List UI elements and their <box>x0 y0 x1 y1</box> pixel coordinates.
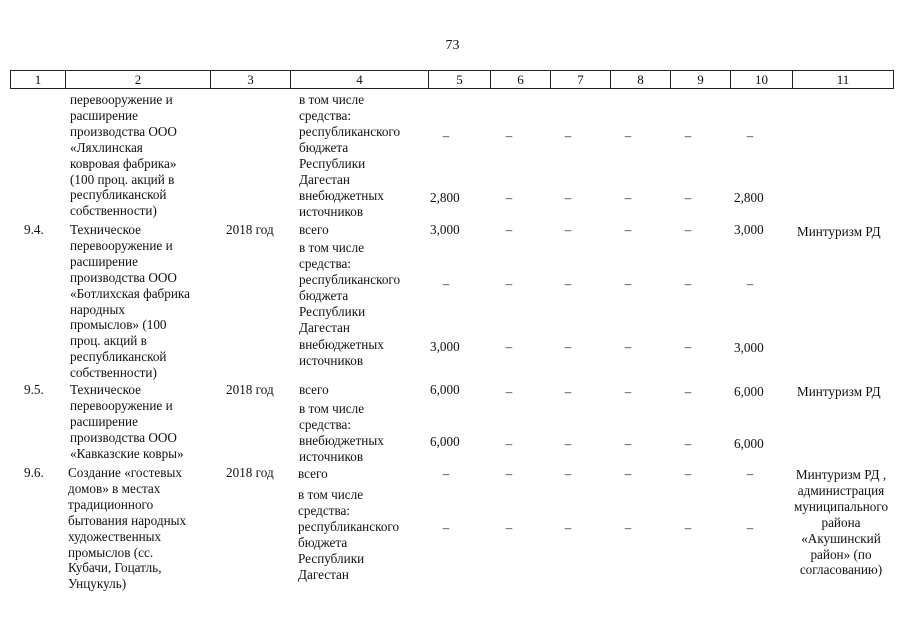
value-cell: – <box>564 466 572 481</box>
value-cell: – <box>564 384 572 399</box>
row-number: 9.4. <box>24 222 44 237</box>
column-header-1: 1 <box>11 71 66 88</box>
value-cell: – <box>624 520 632 535</box>
project-name: Техническое перевооружение и расширение производства ООО «Кавказские ковры» <box>70 382 184 461</box>
page-number: 73 <box>445 38 460 53</box>
funding-source: в том числе средства: республиканского бюджета Республики Дагестан <box>299 92 401 187</box>
value-cell: – <box>505 222 513 237</box>
funding-source: в том числе средства: республиканского бюджета Республики Дагестан <box>299 240 401 335</box>
executor-cell: Минтуризм РД , администрация муниципального района «Акушинский район» (по согласованию) <box>793 467 889 578</box>
value-cell: – <box>564 190 572 205</box>
value-cell: – <box>624 222 632 237</box>
column-header-8: 8 <box>611 71 671 88</box>
project-name: перевооружение и расширение производства ООО «Ляхлинская ковровая фабрика» (100 проц. акций в республиканской собственности) <box>70 92 177 219</box>
value-cell: 3,000 <box>430 222 460 237</box>
value-cell: – <box>442 128 450 143</box>
column-header-11: 11 <box>836 72 850 87</box>
column-header-10: 10 <box>731 71 793 88</box>
funding-source: всего <box>299 222 329 237</box>
project-name: Создание «гостевых домов» в местах традиционного бытования народных художественных промыслов (сс. Кубачи, Гоцатль, Унцукуль) <box>68 465 187 592</box>
project-name: Техническое перевооружение и расширение производства ООО «Ботлихская фабрика народных промыслов» (100 проц. акций в республиканской собственности) <box>70 222 190 381</box>
value-cell: 3,000 <box>430 339 460 354</box>
value-cell: – <box>746 520 754 535</box>
row-number: 9.6. <box>24 465 44 480</box>
value-cell: – <box>684 520 692 535</box>
value-cell: – <box>746 128 754 143</box>
executor-cell: Минтуризм РД <box>797 224 881 239</box>
value-cell: – <box>505 276 513 291</box>
column-header-3: 3 <box>211 71 291 88</box>
value-cell: – <box>624 190 632 205</box>
table-header-row <box>10 70 894 89</box>
value-cell: 6,000 <box>734 436 764 451</box>
value-cell: – <box>684 436 692 451</box>
value-cell: 2,800 <box>430 190 460 205</box>
value-cell: – <box>442 520 450 535</box>
funding-source: внебюджетных источников <box>299 337 384 368</box>
column-header-2: 2 <box>66 71 211 88</box>
value-cell: – <box>746 466 754 481</box>
value-cell: 3,000 <box>734 222 764 237</box>
value-cell: – <box>624 436 632 451</box>
column-header-5: 5 <box>429 71 491 88</box>
value-cell: – <box>564 128 572 143</box>
value-cell: 3,000 <box>734 340 764 355</box>
value-cell: – <box>564 339 572 354</box>
value-cell: – <box>684 466 692 481</box>
year-cell: 2018 год <box>226 465 274 480</box>
value-cell: – <box>442 466 450 481</box>
value-cell: – <box>505 384 513 399</box>
value-cell: – <box>505 466 513 481</box>
value-cell: – <box>624 339 632 354</box>
column-header-7: 7 <box>551 71 611 88</box>
column-header-4: 4 <box>291 71 429 88</box>
value-cell: – <box>684 339 692 354</box>
value-cell: – <box>564 276 572 291</box>
value-cell: – <box>442 276 450 291</box>
value-cell: – <box>684 190 692 205</box>
value-cell: – <box>505 128 513 143</box>
funding-source: в том числе средства: <box>299 401 365 432</box>
value-cell: – <box>684 384 692 399</box>
value-cell: 6,000 <box>734 384 764 399</box>
funding-source: внебюджетных источников <box>299 188 384 219</box>
value-cell: 6,000 <box>430 382 460 397</box>
row-number: 9.5. <box>24 382 44 397</box>
value-cell: – <box>684 128 692 143</box>
value-cell: 6,000 <box>430 434 460 449</box>
value-cell: – <box>564 222 572 237</box>
year-cell: 2018 год <box>226 222 274 237</box>
value-cell: – <box>746 276 754 291</box>
value-cell: – <box>624 384 632 399</box>
funding-source: всего <box>298 466 328 481</box>
value-cell: – <box>505 436 513 451</box>
executor-cell: Минтуризм РД <box>797 384 881 399</box>
value-cell: – <box>624 128 632 143</box>
column-header-9: 9 <box>671 71 731 88</box>
value-cell: – <box>684 222 692 237</box>
value-cell: – <box>564 520 572 535</box>
funding-source: внебюджетных источников <box>299 433 384 464</box>
year-cell: 2018 год <box>226 382 274 397</box>
value-cell: – <box>624 276 632 291</box>
value-cell: – <box>505 190 513 205</box>
value-cell: – <box>684 276 692 291</box>
value-cell: – <box>624 466 632 481</box>
value-cell: – <box>564 436 572 451</box>
column-header-6: 6 <box>491 71 551 88</box>
value-cell: 2,800 <box>734 190 764 205</box>
funding-source: в том числе средства: республиканского бюджета Республики Дагестан <box>298 487 400 582</box>
value-cell: – <box>505 520 513 535</box>
funding-source: всего <box>299 382 329 397</box>
value-cell: – <box>505 339 513 354</box>
